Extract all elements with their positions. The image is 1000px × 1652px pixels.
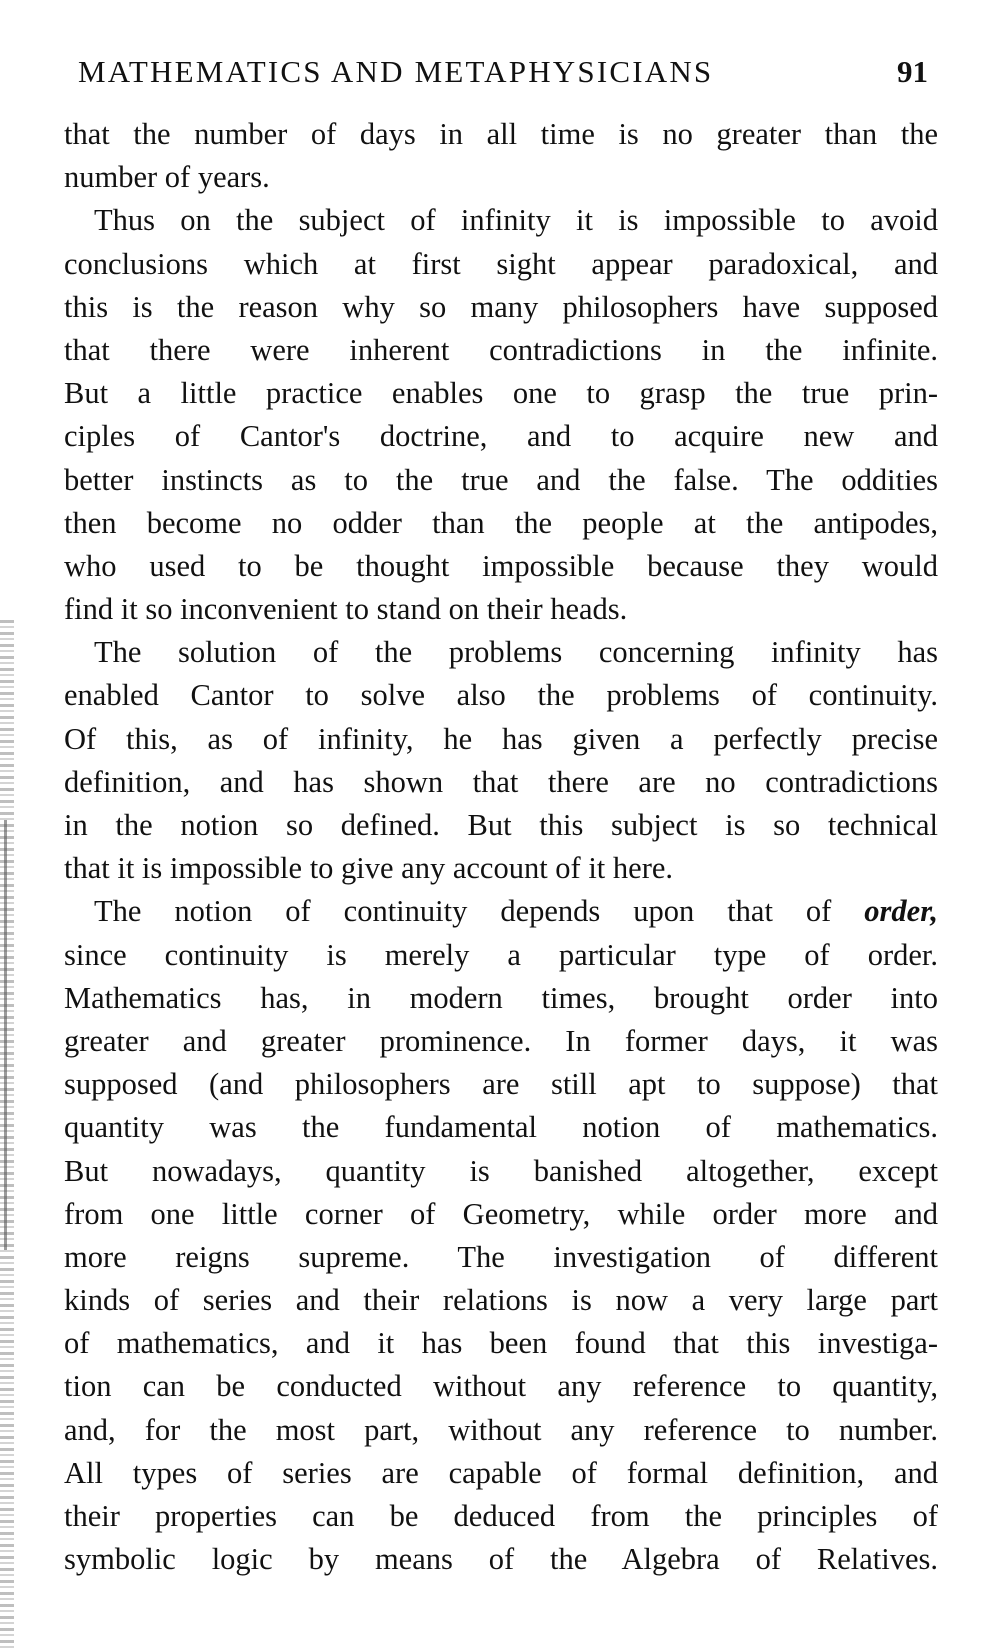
text-line: But nowadays, quantity is banished altogether, except — [64, 1153, 938, 1188]
text-line: All types of series are capable of formal definition, and — [64, 1455, 938, 1490]
text-line: But a little practice enables one to grasp the true prin- — [64, 376, 938, 411]
text-line: that there were inherent contradictions in the infinite. — [64, 332, 938, 367]
running-title: MATHEMATICS AND METAPHYSICIANS — [78, 54, 714, 89]
text-line: Thus on the subject of infinity it is impossible to avoid — [94, 203, 938, 238]
text-line: of mathematics, and it has been found that this investiga- — [64, 1326, 938, 1361]
text-line: since continuity is merely a particular type of order. — [64, 937, 938, 972]
text-line: number of years. — [64, 160, 270, 195]
text-line: this is the reason why so many philosophers have supposed — [64, 289, 938, 324]
text-line: that the number of days in all time is no greater than the — [64, 117, 938, 151]
text-line: definition, and has shown that there are no contradictions — [64, 764, 938, 799]
text-line: ciples of Cantor's doctrine, and to acquire new and — [64, 419, 938, 454]
text-line: tion can be conducted without any reference to quantity, — [64, 1369, 938, 1404]
text-line: Mathematics has, in modern times, brought order into — [64, 980, 938, 1015]
text-line: more reigns supreme. The investigation of different — [64, 1239, 938, 1274]
text-line: greater and greater prominence. In former days, it was — [64, 1023, 938, 1058]
running-head — [78, 52, 928, 92]
text-line: enabled Cantor to solve also the problems of continuity. — [64, 678, 938, 713]
text-line: kinds of series and their relations is now a very large part — [64, 1283, 938, 1318]
text-line: that it is impossible to give any account of it here. — [64, 851, 674, 886]
text-line: supposed (and philosophers are still apt to suppose) that — [64, 1067, 938, 1102]
text-line: in the notion so defined. But this subject is so technical — [64, 808, 938, 842]
text-line: The solution of the problems concerning infinity has — [94, 635, 938, 670]
page-number: 91 — [897, 54, 928, 89]
text-line: symbolic logic by means of the Algebra of Relatives. — [64, 1542, 938, 1577]
text-line: quantity was the fundamental notion of mathematics. — [64, 1110, 938, 1145]
text-line: conclusions which at first sight appear paradoxical, and — [64, 246, 938, 281]
text-line: their properties can be deduced from the principles of — [64, 1499, 938, 1533]
text-line: and, for the most part, without any reference to number. — [64, 1412, 938, 1447]
text-line: then become no odder than the people at the antipodes, — [64, 505, 938, 540]
binding-gutter-shadow — [0, 620, 14, 1650]
text-line: Of this, as of infinity, he has given a perfectly precise — [64, 721, 938, 756]
body-text — [64, 113, 938, 1581]
text-line-with-emphasis — [64, 890, 938, 933]
text-line-start: The notion of continuity depends upon that of — [94, 894, 832, 929]
binding-gutter-edge — [4, 820, 7, 1250]
text-line: from one little corner of Geometry, while order more and — [64, 1196, 938, 1231]
emphasized-word: order, — [864, 894, 938, 929]
text-line: better instincts as to the true and the false. The oddities — [64, 462, 938, 497]
text-line: who used to be thought impossible because they would — [64, 548, 938, 583]
text-line: find it so inconvenient to stand on their heads. — [64, 592, 628, 627]
